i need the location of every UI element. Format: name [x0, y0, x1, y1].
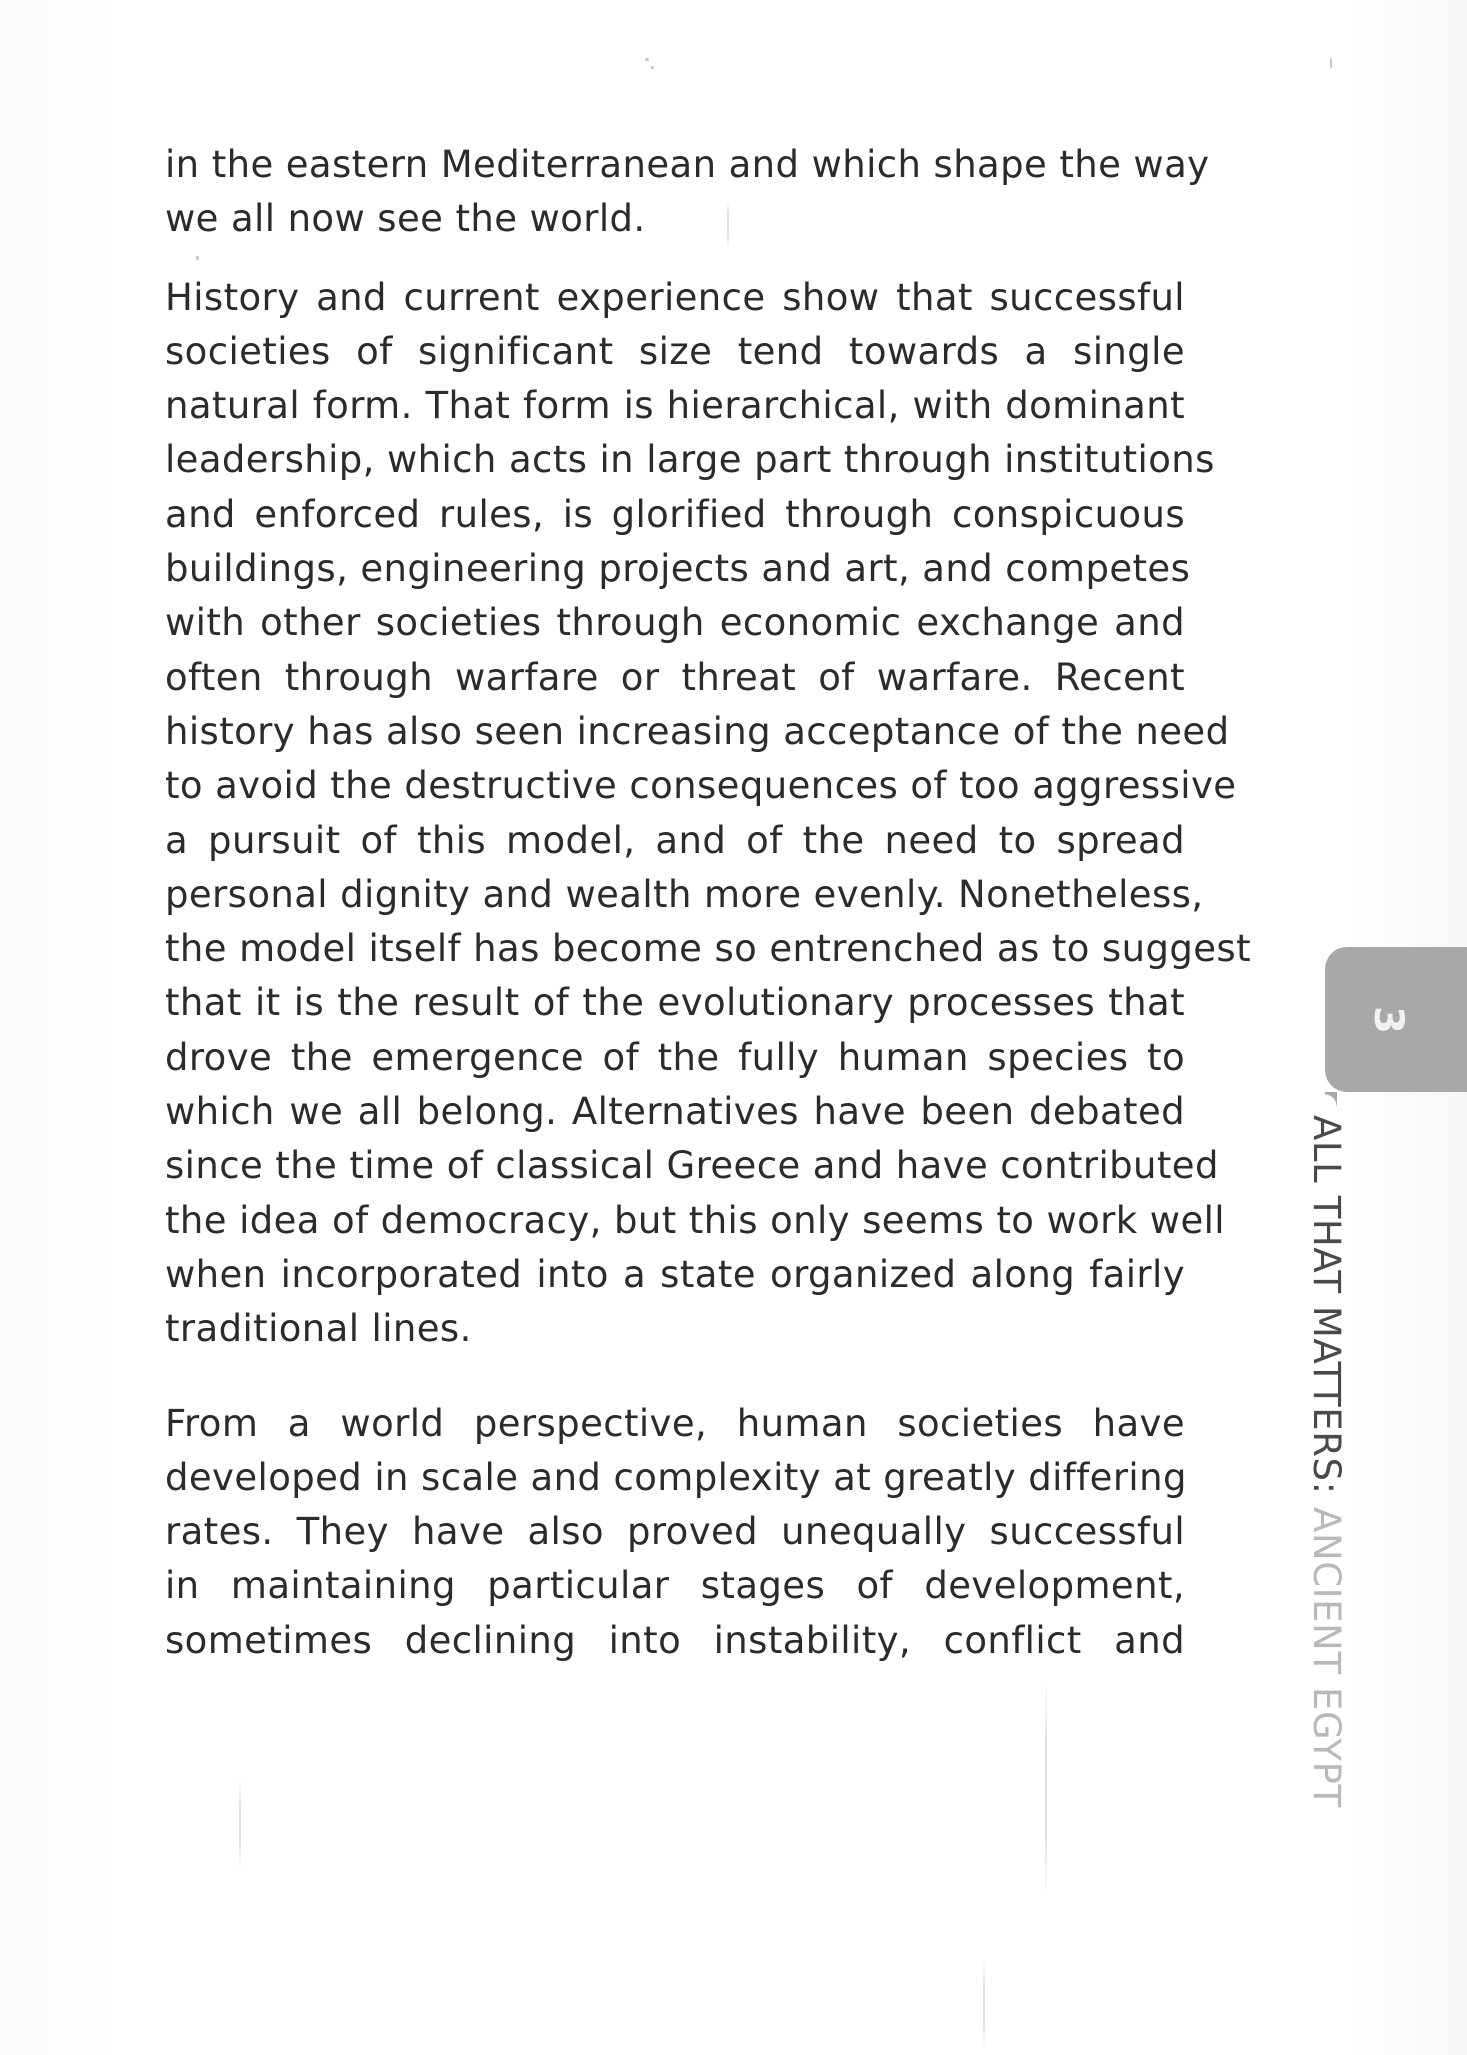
text-line: History and current experience show that successful — [165, 275, 1185, 319]
paragraph-1 — [165, 138, 1210, 247]
text-line: history has also seen increasing acceptance of the need — [165, 709, 1230, 753]
paragraph-2 — [165, 271, 1251, 1357]
text-line: sometimes declining into instability, conflict and — [165, 1618, 1185, 1662]
text-line: often through warfare or threat of warfare. Recent — [165, 655, 1185, 699]
text-line: drove the emergence of the fully human species to — [165, 1035, 1185, 1079]
text-line: in the eastern Mediterranean and which shape the way — [165, 143, 1210, 186]
text-line: which we all belong. Alternatives have been debated — [165, 1090, 1185, 1134]
chapter-number: 3 — [1365, 1006, 1411, 1034]
running-title-sub: ANCIENT EGYPT — [1305, 1507, 1348, 1808]
chapter-tab-edge — [1325, 1092, 1337, 1106]
text-line: in maintaining particular stages of development, — [165, 1564, 1185, 1608]
scan-speck — [645, 58, 649, 61]
scan-speck — [196, 256, 199, 260]
text-line: that it is the result of the evolutionary processes that — [165, 981, 1185, 1025]
text-line: natural form. That form is hierarchical, with dominant — [165, 384, 1185, 428]
text-line: and enforced rules, is glorified through conspicuous — [165, 492, 1185, 536]
paragraph-3 — [165, 1397, 1185, 1668]
running-title-main: ALL THAT MATTERS: — [1305, 1115, 1348, 1508]
text-line: the model itself has become so entrenched as to suggest — [165, 927, 1251, 971]
scan-speck — [651, 66, 654, 69]
text-line: since the time of classical Greece and have contributed — [165, 1144, 1219, 1188]
scan-artifact-line — [1045, 1680, 1047, 1900]
scan-artifact-line — [727, 200, 729, 250]
text-line: From a world perspective, human societies have — [165, 1401, 1185, 1445]
text-line: traditional lines. — [165, 1307, 472, 1351]
text-line: personal dignity and wealth more evenly. Nonetheless, — [165, 872, 1204, 916]
text-line: with other societies through economic exchange and — [165, 601, 1185, 645]
scan-speck — [1330, 58, 1332, 68]
text-line: buildings, engineering projects and art, and competes — [165, 547, 1191, 591]
text-line: we all now see the world. — [165, 197, 646, 241]
text-line: developed in scale and complexity at greatly differing — [165, 1455, 1187, 1499]
body-text — [165, 138, 1251, 1668]
running-title — [1305, 1115, 1348, 1808]
text-line: societies of significant size tend towards a single — [165, 329, 1185, 373]
text-line: the idea of democracy, but this only seems to work well — [165, 1198, 1225, 1242]
text-line: leadership, which acts in large part through institutions — [165, 438, 1215, 482]
text-line: a pursuit of this model, and of the need to spread — [165, 818, 1185, 862]
text-line: rates. They have also proved unequally successful — [165, 1510, 1185, 1554]
scan-artifact-line — [983, 1960, 985, 2050]
scan-artifact-line — [239, 1780, 241, 1870]
text-line: to avoid the destructive consequences of too aggressive — [165, 764, 1237, 808]
text-line: when incorporated into a state organized along fairly — [165, 1252, 1185, 1296]
